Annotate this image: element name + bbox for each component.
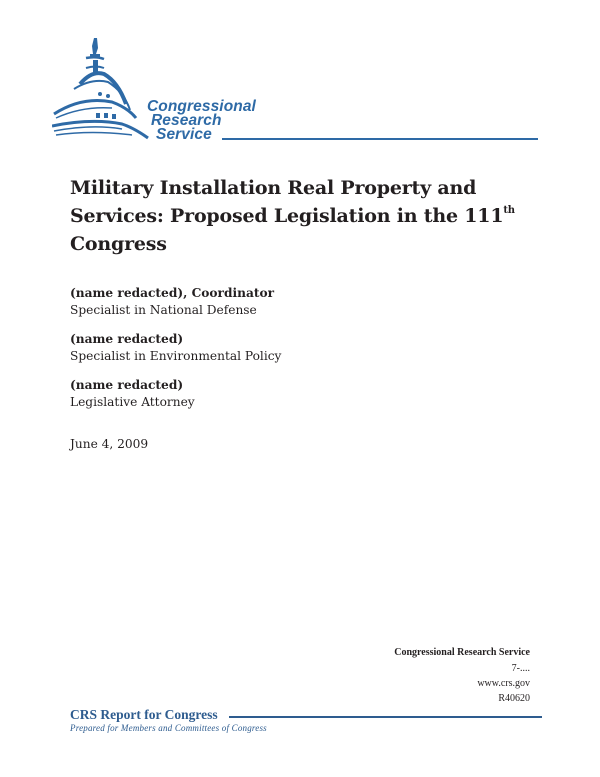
crs-logo (52, 34, 542, 144)
author-name: (name redacted), Coordinator (70, 286, 275, 300)
capitol-dome-icon (52, 34, 162, 144)
publisher-phone: 7-.... (511, 663, 530, 674)
author-entry (70, 377, 470, 411)
publisher-info (394, 645, 530, 706)
logo-line-3: Service (156, 126, 212, 143)
publisher-org: Congressional Research Service (394, 647, 530, 658)
logo-rule (222, 138, 538, 140)
author-entry (70, 331, 470, 365)
footer-rule (229, 716, 542, 718)
author-role: Specialist in National Defense (70, 303, 257, 317)
title-main: Military Installation Real Property and Services: Proposed Legislation in the 111 (70, 177, 504, 227)
logo-line-1: Congressional (147, 98, 256, 115)
report-title (70, 174, 540, 258)
author-role: Specialist in Environmental Policy (70, 349, 282, 363)
report-number: R40620 (498, 693, 530, 704)
logo-line-2: Research (151, 112, 222, 129)
logo-wordmark (147, 100, 256, 142)
author-role: Legislative Attorney (70, 395, 195, 409)
author-name: (name redacted) (70, 332, 184, 346)
author-name: (name redacted) (70, 378, 184, 392)
title-superscript: th (503, 205, 515, 216)
author-entry (70, 285, 470, 319)
publisher-website[interactable]: www.crs.gov (477, 678, 530, 689)
footer-subtitle: Prepared for Members and Committees of Congress (70, 723, 267, 733)
footer-title: CRS Report for Congress (70, 707, 218, 722)
report-date: June 4, 2009 (70, 437, 149, 451)
author-list (70, 285, 470, 423)
title-end: Congress (70, 233, 167, 255)
